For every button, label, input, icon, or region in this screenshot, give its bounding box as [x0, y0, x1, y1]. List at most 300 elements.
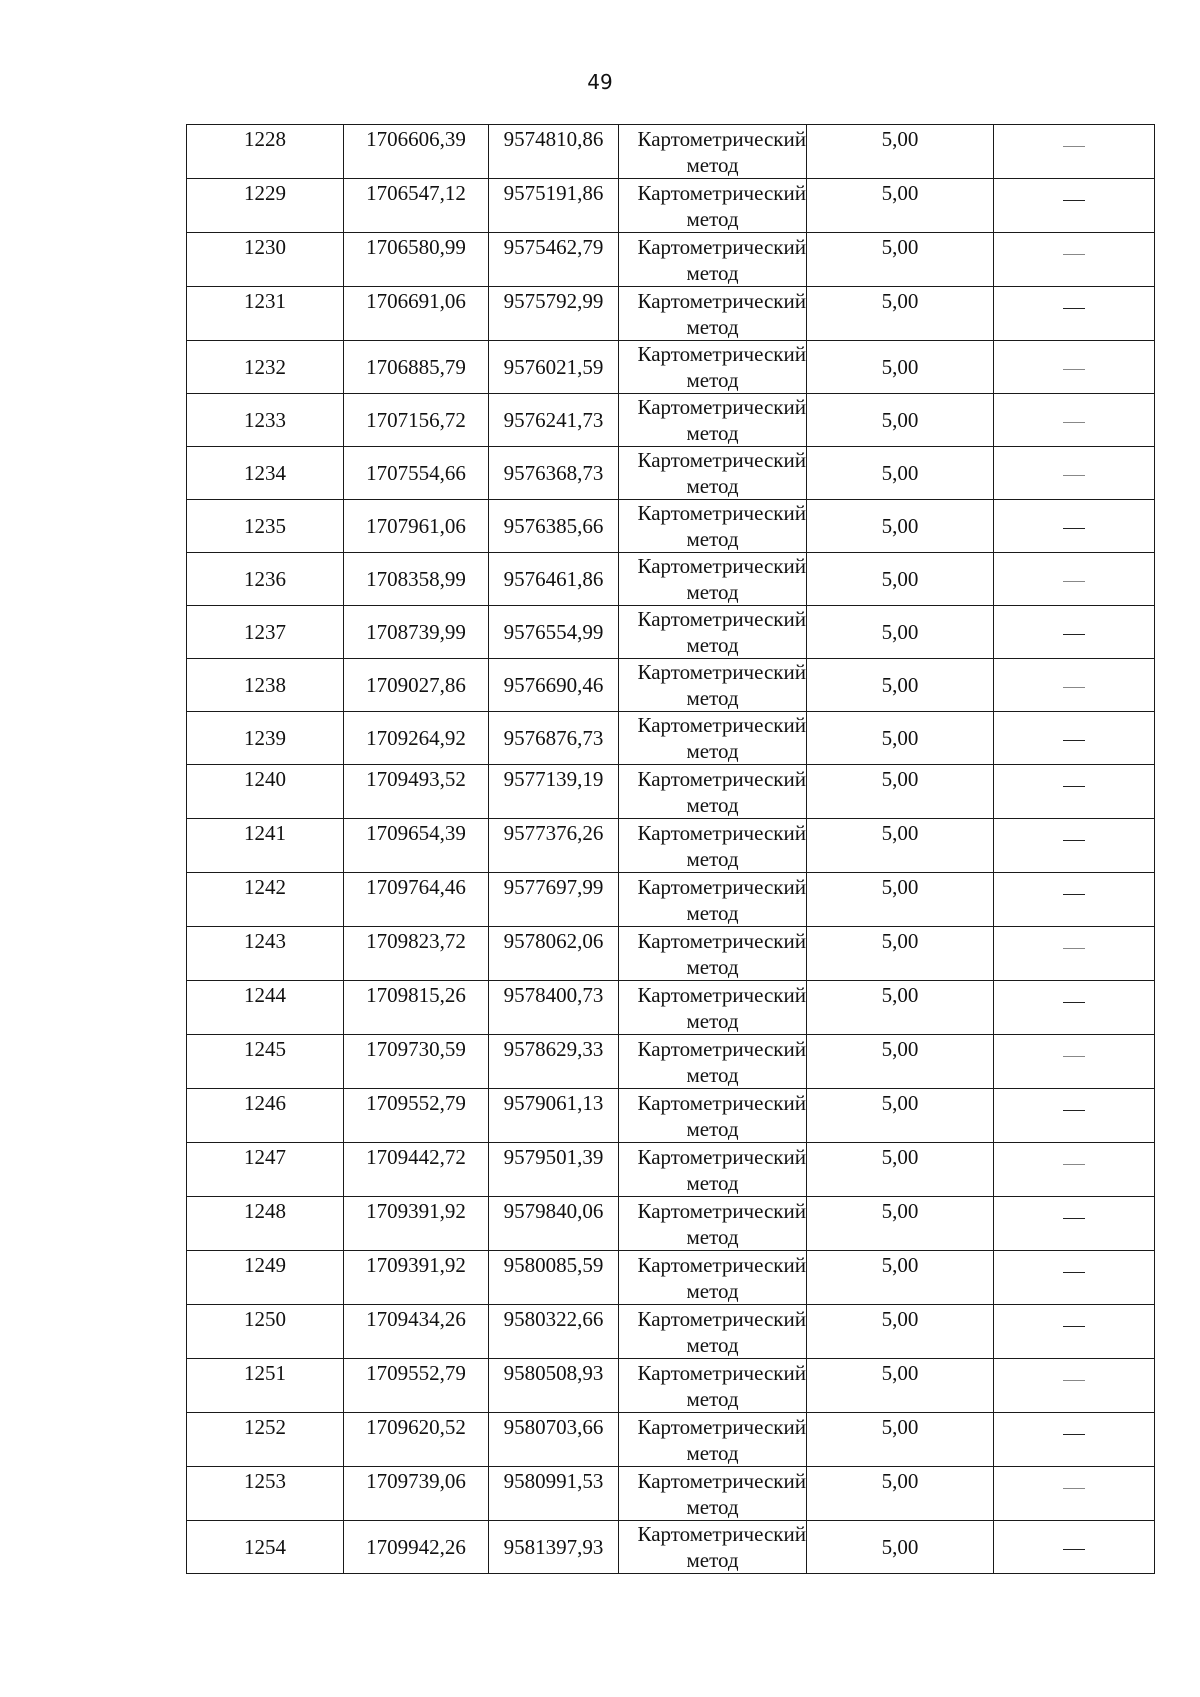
- accuracy-text: 5,00: [881, 181, 919, 205]
- table-row: [187, 1197, 1155, 1251]
- x-coordinate-text: 1709942,26: [366, 1535, 466, 1559]
- point-number-text: 1228: [244, 127, 286, 151]
- point-number-cell: [187, 873, 344, 927]
- accuracy-text: 5,00: [881, 461, 919, 485]
- x-coordinate-text: 1706885,79: [366, 355, 466, 379]
- x-coordinate-cell: [344, 1197, 489, 1251]
- x-coordinate-cell: [344, 1035, 489, 1089]
- table-row: [187, 500, 1155, 553]
- dash-mark: [1063, 1434, 1085, 1435]
- accuracy-text: 5,00: [881, 821, 919, 845]
- description-cell: [994, 500, 1155, 553]
- x-coordinate-cell: [344, 981, 489, 1035]
- y-coordinate-cell: [489, 981, 619, 1035]
- y-coordinate-text: 9577376,26: [503, 821, 604, 845]
- table-row: [187, 659, 1155, 712]
- method-cell: [619, 125, 807, 179]
- table-row: [187, 927, 1155, 981]
- dash-mark: [1063, 1549, 1085, 1550]
- method-cell: [619, 927, 807, 981]
- point-number-text: 1239: [244, 726, 286, 750]
- accuracy-text: 5,00: [881, 1469, 919, 1493]
- x-coordinate-text: 1709730,59: [366, 1037, 466, 1061]
- x-coordinate-cell: [344, 1251, 489, 1305]
- accuracy-cell: [807, 1359, 994, 1413]
- dash-mark: [1063, 422, 1085, 423]
- x-coordinate-text: 1709434,26: [366, 1307, 466, 1331]
- y-coordinate-cell: [489, 1197, 619, 1251]
- point-number-cell: [187, 1143, 344, 1197]
- method-cell: [619, 712, 807, 765]
- dash-mark: [1063, 1164, 1085, 1165]
- dash-mark: [1063, 1002, 1085, 1003]
- x-coordinate-cell: [344, 447, 489, 500]
- x-coordinate-cell: [344, 927, 489, 981]
- y-coordinate-cell: [489, 606, 619, 659]
- accuracy-text: 5,00: [881, 289, 919, 313]
- y-coordinate-cell: [489, 659, 619, 712]
- point-number-text: 1235: [244, 514, 286, 538]
- point-number-text: 1244: [244, 983, 286, 1007]
- x-coordinate-text: 1708358,99: [366, 567, 466, 591]
- description-cell: [994, 1089, 1155, 1143]
- point-number-text: 1243: [244, 929, 286, 953]
- y-coordinate-text: 9576368,73: [503, 461, 604, 485]
- method-cell: [619, 341, 807, 394]
- method-cell: [619, 287, 807, 341]
- table-row: [187, 765, 1155, 819]
- point-number-text: 1245: [244, 1037, 286, 1061]
- point-number-text: 1229: [244, 181, 286, 205]
- description-cell: [994, 125, 1155, 179]
- point-number-text: 1251: [244, 1361, 286, 1385]
- description-cell: [994, 819, 1155, 873]
- accuracy-text: 5,00: [881, 514, 919, 538]
- method-text: Картометрический метод: [637, 1469, 806, 1519]
- y-coordinate-text: 9576876,73: [503, 726, 604, 750]
- accuracy-cell: [807, 341, 994, 394]
- x-coordinate-text: 1709391,92: [366, 1199, 466, 1223]
- x-coordinate-cell: [344, 1143, 489, 1197]
- x-coordinate-text: 1708739,99: [366, 620, 466, 644]
- method-text: Картометрический метод: [637, 767, 806, 817]
- method-text: Картометрический метод: [637, 395, 806, 445]
- y-coordinate-text: 9577697,99: [503, 875, 604, 899]
- x-coordinate-text: 1709442,72: [366, 1145, 466, 1169]
- dash-mark: [1063, 1326, 1085, 1327]
- y-coordinate-text: 9579061,13: [503, 1091, 604, 1115]
- table-row: [187, 1359, 1155, 1413]
- accuracy-cell: [807, 765, 994, 819]
- point-number-cell: [187, 179, 344, 233]
- description-cell: [994, 233, 1155, 287]
- x-coordinate-cell: [344, 394, 489, 447]
- x-coordinate-cell: [344, 341, 489, 394]
- accuracy-cell: [807, 394, 994, 447]
- accuracy-cell: [807, 1143, 994, 1197]
- y-coordinate-text: 9576554,99: [503, 620, 604, 644]
- dash-mark: [1063, 840, 1085, 841]
- y-coordinate-cell: [489, 553, 619, 606]
- description-cell: [994, 765, 1155, 819]
- point-number-text: 1237: [244, 620, 286, 644]
- accuracy-cell: [807, 1035, 994, 1089]
- accuracy-text: 5,00: [881, 408, 919, 432]
- point-number-cell: [187, 287, 344, 341]
- accuracy-text: 5,00: [881, 726, 919, 750]
- y-coordinate-cell: [489, 1359, 619, 1413]
- description-cell: [994, 981, 1155, 1035]
- method-text: Картометрический метод: [637, 821, 806, 871]
- point-number-cell: [187, 1197, 344, 1251]
- y-coordinate-cell: [489, 1305, 619, 1359]
- description-cell: [994, 179, 1155, 233]
- method-cell: [619, 1359, 807, 1413]
- accuracy-cell: [807, 927, 994, 981]
- method-text: Картометрический метод: [637, 1199, 806, 1249]
- accuracy-text: 5,00: [881, 983, 919, 1007]
- method-cell: [619, 819, 807, 873]
- table-row: [187, 1089, 1155, 1143]
- point-number-text: 1236: [244, 567, 286, 591]
- accuracy-text: 5,00: [881, 355, 919, 379]
- accuracy-cell: [807, 1197, 994, 1251]
- dash-mark: [1063, 948, 1085, 949]
- accuracy-text: 5,00: [881, 1091, 919, 1115]
- description-cell: [994, 606, 1155, 659]
- point-number-cell: [187, 500, 344, 553]
- method-text: Картометрический метод: [637, 983, 806, 1033]
- accuracy-text: 5,00: [881, 567, 919, 591]
- accuracy-text: 5,00: [881, 620, 919, 644]
- method-text: Картометрический метод: [637, 289, 806, 339]
- dash-mark: [1063, 740, 1085, 741]
- y-coordinate-text: 9575792,99: [503, 289, 604, 313]
- point-number-cell: [187, 1467, 344, 1521]
- y-coordinate-text: 9581397,93: [503, 1535, 604, 1559]
- y-coordinate-text: 9577139,19: [503, 767, 604, 791]
- point-number-cell: [187, 553, 344, 606]
- accuracy-cell: [807, 553, 994, 606]
- description-cell: [994, 341, 1155, 394]
- y-coordinate-text: 9580322,66: [503, 1307, 604, 1331]
- table-row: [187, 1251, 1155, 1305]
- accuracy-cell: [807, 1467, 994, 1521]
- y-coordinate-cell: [489, 1035, 619, 1089]
- description-cell: [994, 1035, 1155, 1089]
- table-row: [187, 606, 1155, 659]
- x-coordinate-text: 1709620,52: [366, 1415, 466, 1439]
- point-number-cell: [187, 606, 344, 659]
- method-text: Картометрический метод: [637, 127, 806, 177]
- table-row: [187, 1035, 1155, 1089]
- x-coordinate-cell: [344, 553, 489, 606]
- x-coordinate-text: 1709391,92: [366, 1253, 466, 1277]
- y-coordinate-cell: [489, 125, 619, 179]
- method-text: Картометрический метод: [637, 342, 806, 392]
- method-text: Картометрический метод: [637, 235, 806, 285]
- accuracy-text: 5,00: [881, 235, 919, 259]
- description-cell: [994, 447, 1155, 500]
- x-coordinate-text: 1709815,26: [366, 983, 466, 1007]
- accuracy-cell: [807, 712, 994, 765]
- y-coordinate-text: 9576690,46: [503, 673, 604, 697]
- description-cell: [994, 1143, 1155, 1197]
- y-coordinate-text: 9580703,66: [503, 1415, 604, 1439]
- x-coordinate-text: 1706606,39: [366, 127, 466, 151]
- accuracy-cell: [807, 1413, 994, 1467]
- method-cell: [619, 394, 807, 447]
- point-number-text: 1241: [244, 821, 286, 845]
- y-coordinate-text: 9578400,73: [503, 983, 604, 1007]
- dash-mark: [1063, 1056, 1085, 1057]
- method-cell: [619, 1413, 807, 1467]
- method-cell: [619, 1143, 807, 1197]
- method-text: Картометрический метод: [637, 448, 806, 498]
- dash-mark: [1063, 254, 1085, 255]
- accuracy-text: 5,00: [881, 1307, 919, 1331]
- y-coordinate-text: 9574810,86: [503, 127, 604, 151]
- method-text: Картометрический метод: [637, 1091, 806, 1141]
- method-text: Картометрический метод: [637, 1145, 806, 1195]
- accuracy-text: 5,00: [881, 767, 919, 791]
- y-coordinate-cell: [489, 765, 619, 819]
- method-cell: [619, 1035, 807, 1089]
- x-coordinate-text: 1709823,72: [366, 929, 466, 953]
- description-cell: [994, 659, 1155, 712]
- accuracy-text: 5,00: [881, 1535, 919, 1559]
- page-number: 49: [587, 70, 613, 94]
- point-number-cell: [187, 125, 344, 179]
- x-coordinate-cell: [344, 659, 489, 712]
- point-number-cell: [187, 712, 344, 765]
- y-coordinate-text: 9576461,86: [503, 567, 604, 591]
- y-coordinate-text: 9579501,39: [503, 1145, 604, 1169]
- accuracy-cell: [807, 500, 994, 553]
- y-coordinate-text: 9575191,86: [503, 181, 604, 205]
- description-cell: [994, 1359, 1155, 1413]
- description-cell: [994, 712, 1155, 765]
- y-coordinate-text: 9576241,73: [503, 408, 604, 432]
- x-coordinate-cell: [344, 712, 489, 765]
- method-text: Картометрический метод: [637, 1361, 806, 1411]
- method-text: Картометрический метод: [637, 929, 806, 979]
- y-coordinate-text: 9580508,93: [503, 1361, 604, 1385]
- accuracy-cell: [807, 233, 994, 287]
- method-text: Картометрический метод: [637, 1522, 806, 1572]
- y-coordinate-cell: [489, 394, 619, 447]
- y-coordinate-cell: [489, 819, 619, 873]
- dash-mark: [1063, 1488, 1085, 1489]
- y-coordinate-cell: [489, 1089, 619, 1143]
- dash-mark: [1063, 1110, 1085, 1111]
- method-text: Картометрический метод: [637, 501, 806, 551]
- point-number-cell: [187, 981, 344, 1035]
- table-row: [187, 873, 1155, 927]
- y-coordinate-text: 9576385,66: [503, 514, 604, 538]
- method-text: Картометрический метод: [637, 713, 806, 763]
- accuracy-cell: [807, 1521, 994, 1574]
- table-row: [187, 1143, 1155, 1197]
- dash-mark: [1063, 369, 1085, 370]
- method-text: Картометрический метод: [637, 607, 806, 657]
- x-coordinate-text: 1709493,52: [366, 767, 466, 791]
- table-row: [187, 712, 1155, 765]
- table-row: [187, 1467, 1155, 1521]
- x-coordinate-text: 1707961,06: [366, 514, 466, 538]
- table-row: [187, 553, 1155, 606]
- point-number-text: 1254: [244, 1535, 286, 1559]
- accuracy-cell: [807, 447, 994, 500]
- dash-mark: [1063, 786, 1085, 787]
- y-coordinate-cell: [489, 1413, 619, 1467]
- accuracy-text: 5,00: [881, 1199, 919, 1223]
- method-cell: [619, 981, 807, 1035]
- table-row: [187, 981, 1155, 1035]
- point-number-text: 1232: [244, 355, 286, 379]
- y-coordinate-text: 9578629,33: [503, 1037, 604, 1061]
- description-cell: [994, 1467, 1155, 1521]
- description-cell: [994, 1305, 1155, 1359]
- x-coordinate-cell: [344, 1413, 489, 1467]
- method-cell: [619, 659, 807, 712]
- method-cell: [619, 606, 807, 659]
- x-coordinate-cell: [344, 233, 489, 287]
- point-number-text: 1240: [244, 767, 286, 791]
- dash-mark: [1063, 146, 1085, 147]
- x-coordinate-cell: [344, 287, 489, 341]
- method-cell: [619, 1089, 807, 1143]
- accuracy-cell: [807, 1251, 994, 1305]
- table-row: [187, 1305, 1155, 1359]
- x-coordinate-cell: [344, 606, 489, 659]
- x-coordinate-cell: [344, 125, 489, 179]
- x-coordinate-text: 1709027,86: [366, 673, 466, 697]
- description-cell: [994, 394, 1155, 447]
- x-coordinate-text: 1709739,06: [366, 1469, 466, 1493]
- method-cell: [619, 179, 807, 233]
- y-coordinate-cell: [489, 873, 619, 927]
- point-number-cell: [187, 1359, 344, 1413]
- point-number-cell: [187, 233, 344, 287]
- method-cell: [619, 1305, 807, 1359]
- accuracy-cell: [807, 981, 994, 1035]
- accuracy-cell: [807, 873, 994, 927]
- table-row: [187, 819, 1155, 873]
- y-coordinate-text: 9576021,59: [503, 355, 604, 379]
- accuracy-cell: [807, 287, 994, 341]
- x-coordinate-text: 1709552,79: [366, 1361, 466, 1385]
- dash-mark: [1063, 634, 1085, 635]
- y-coordinate-text: 9579840,06: [503, 1199, 604, 1223]
- y-coordinate-cell: [489, 927, 619, 981]
- accuracy-cell: [807, 1305, 994, 1359]
- y-coordinate-cell: [489, 233, 619, 287]
- y-coordinate-cell: [489, 500, 619, 553]
- method-text: Картометрический метод: [637, 1037, 806, 1087]
- y-coordinate-cell: [489, 341, 619, 394]
- description-cell: [994, 1197, 1155, 1251]
- x-coordinate-cell: [344, 873, 489, 927]
- point-number-text: 1247: [244, 1145, 286, 1169]
- accuracy-text: 5,00: [881, 1037, 919, 1061]
- table-row: [187, 341, 1155, 394]
- point-number-cell: [187, 1413, 344, 1467]
- point-number-cell: [187, 1251, 344, 1305]
- y-coordinate-cell: [489, 1521, 619, 1574]
- method-cell: [619, 233, 807, 287]
- accuracy-text: 5,00: [881, 1415, 919, 1439]
- point-number-cell: [187, 447, 344, 500]
- method-cell: [619, 500, 807, 553]
- x-coordinate-text: 1709764,46: [366, 875, 466, 899]
- accuracy-text: 5,00: [881, 1361, 919, 1385]
- method-text: Картометрический метод: [637, 554, 806, 604]
- x-coordinate-cell: [344, 1521, 489, 1574]
- x-coordinate-text: 1706691,06: [366, 289, 466, 313]
- x-coordinate-cell: [344, 500, 489, 553]
- method-cell: [619, 1251, 807, 1305]
- point-number-cell: [187, 1305, 344, 1359]
- x-coordinate-text: 1707554,66: [366, 461, 466, 485]
- x-coordinate-text: 1709654,39: [366, 821, 466, 845]
- x-coordinate-cell: [344, 1359, 489, 1413]
- x-coordinate-text: 1706547,12: [366, 181, 466, 205]
- x-coordinate-cell: [344, 179, 489, 233]
- point-number-cell: [187, 765, 344, 819]
- point-number-text: 1238: [244, 673, 286, 697]
- point-number-cell: [187, 819, 344, 873]
- point-number-text: 1242: [244, 875, 286, 899]
- x-coordinate-cell: [344, 1089, 489, 1143]
- accuracy-text: 5,00: [881, 127, 919, 151]
- point-number-cell: [187, 1035, 344, 1089]
- table-row: [187, 1413, 1155, 1467]
- dash-mark: [1063, 475, 1085, 476]
- method-cell: [619, 873, 807, 927]
- method-text: Картометрический метод: [637, 660, 806, 710]
- dash-mark: [1063, 528, 1085, 529]
- table-row: [187, 287, 1155, 341]
- method-text: Картометрический метод: [637, 875, 806, 925]
- description-cell: [994, 873, 1155, 927]
- dash-mark: [1063, 894, 1085, 895]
- y-coordinate-text: 9578062,06: [503, 929, 604, 953]
- table-row: [187, 233, 1155, 287]
- y-coordinate-text: 9575462,79: [503, 235, 604, 259]
- description-cell: [994, 927, 1155, 981]
- method-cell: [619, 765, 807, 819]
- dash-mark: [1063, 308, 1085, 309]
- accuracy-text: 5,00: [881, 1253, 919, 1277]
- y-coordinate-cell: [489, 1467, 619, 1521]
- accuracy-cell: [807, 606, 994, 659]
- dash-mark: [1063, 1272, 1085, 1273]
- x-coordinate-text: 1707156,72: [366, 408, 466, 432]
- point-number-text: 1248: [244, 1199, 286, 1223]
- point-number-text: 1249: [244, 1253, 286, 1277]
- point-number-cell: [187, 659, 344, 712]
- x-coordinate-cell: [344, 1467, 489, 1521]
- x-coordinate-cell: [344, 819, 489, 873]
- description-cell: [994, 287, 1155, 341]
- y-coordinate-text: 9580991,53: [503, 1469, 604, 1493]
- description-cell: [994, 1521, 1155, 1574]
- description-cell: [994, 553, 1155, 606]
- accuracy-cell: [807, 819, 994, 873]
- point-number-text: 1231: [244, 289, 286, 313]
- method-text: Картометрический метод: [637, 1253, 806, 1303]
